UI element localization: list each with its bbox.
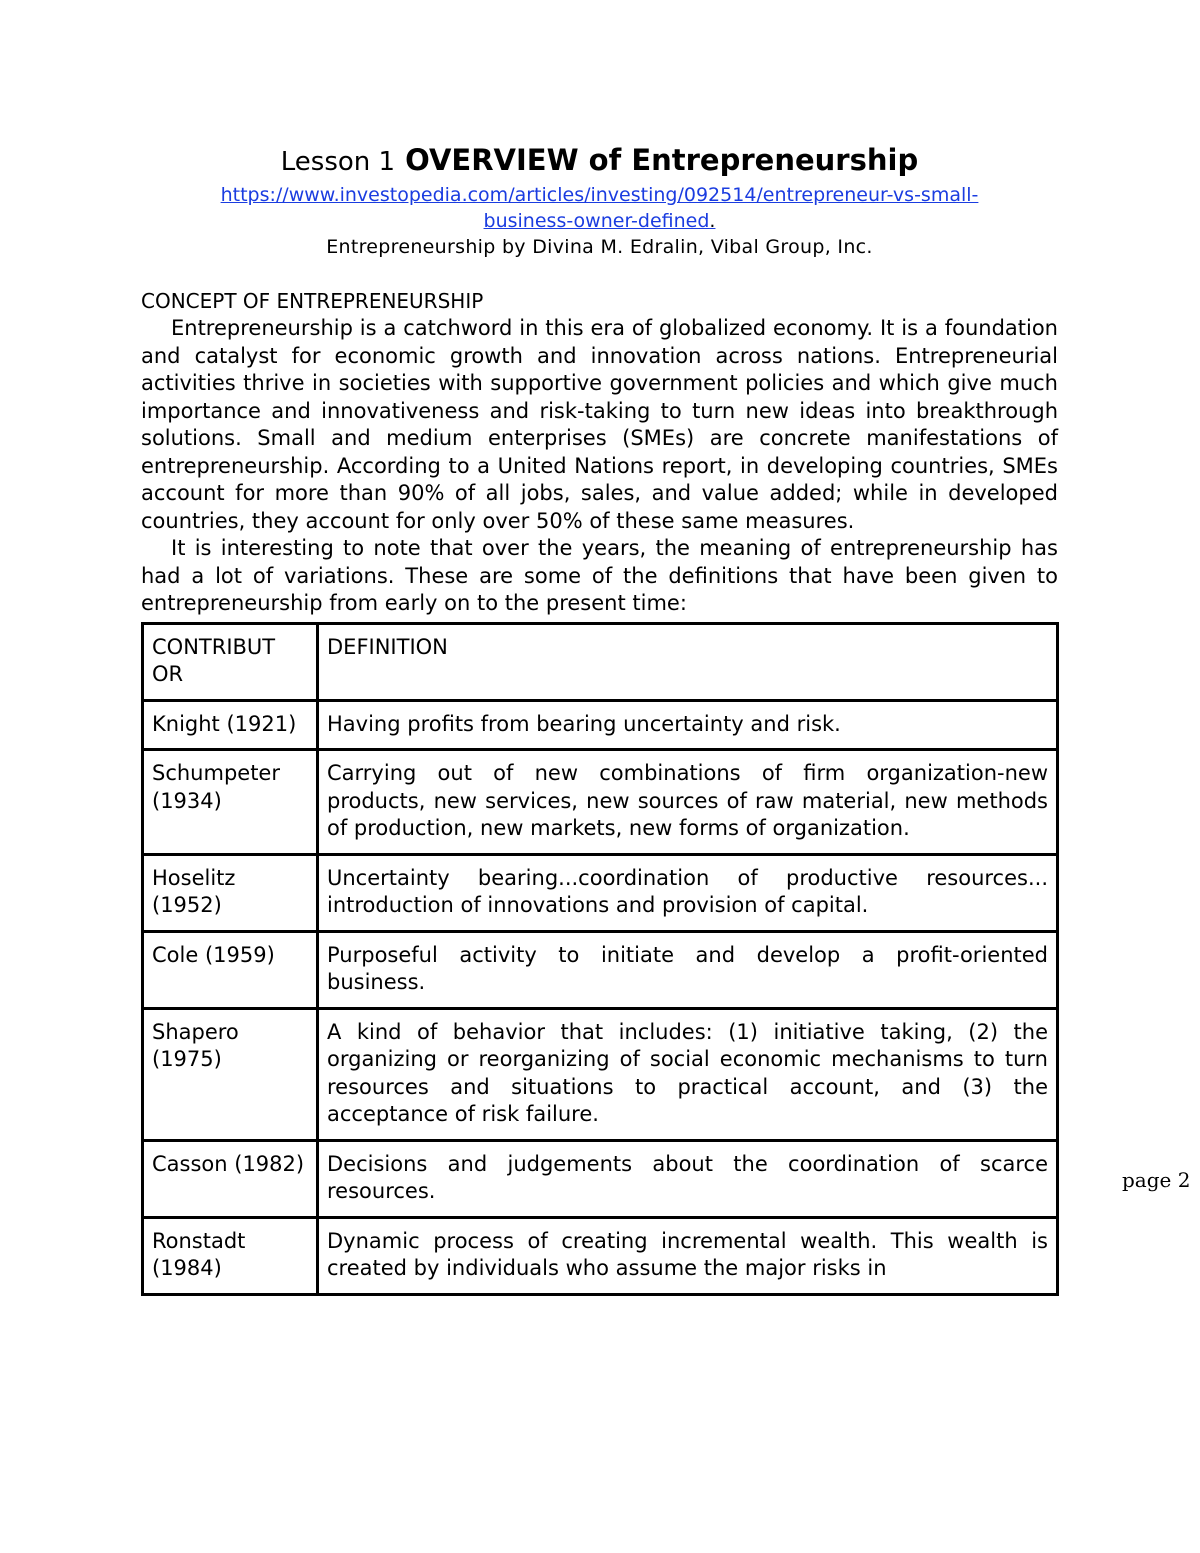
table-row	[143, 1217, 1058, 1294]
reference-link[interactable]	[141, 182, 1058, 234]
reference-link-line1[interactable]: https://www.investopedia.com/articles/investing/092514/entrepreneur-vs-small-	[220, 184, 979, 206]
definition-cell: Dynamic process of creating incremental wealth. This wealth is created by individuals who assume the major risks in	[318, 1217, 1058, 1294]
paragraph-1: Entrepreneurship is a catchword in this era of globalized economy. It is a foundation and catalyst for economic growth and innovation across nations. Entrepreneurial activities thrive in societies with supportive government policies and which give much importance and innovativeness and risk-taking to turn new ideas into breakthrough solutions. Small and medium enterprises (SMEs) are concrete manifestations of entrepreneurship. According to a United Nations report, in developing countries, SMEs account for more than 90% of all jobs, sales, and value added; while in developed countries, they account for only over 50% of these same measures.	[141, 316, 1058, 533]
contributor-cell: Ronstadt (1984)	[143, 1217, 318, 1294]
definition-cell: Having profits from bearing uncertainty and risk.	[318, 700, 1058, 750]
reference-link-period: .	[709, 210, 716, 232]
contributor-cell: Shapero (1975)	[143, 1008, 318, 1140]
lesson-label: Lesson 1	[280, 147, 396, 177]
contributor-cell: Hoselitz (1952)	[143, 854, 318, 931]
definition-cell: A kind of behavior that includes: (1) initiative taking, (2) the organizing or reorganizing of social economic mechanisms to turn resources and situations to practical account, and (3) the acceptance of risk failure.	[318, 1008, 1058, 1140]
reference-link-line2[interactable]: business-owner-defined	[483, 210, 710, 232]
lesson-title	[141, 140, 1058, 182]
source-citation: Entrepreneurship by Divina M. Edralin, Vibal Group, Inc.	[326, 236, 873, 258]
lesson-main-title: OVERVIEW of Entrepreneurship	[405, 143, 919, 177]
contributor-cell: Casson (1982)	[143, 1140, 318, 1217]
definitions-table	[141, 622, 1059, 1296]
table-header-row	[143, 623, 1058, 700]
document-page	[141, 140, 1058, 1296]
definition-cell: Purposeful activity to initiate and develop a profit-oriented business.	[318, 931, 1058, 1008]
definition-cell: Carrying out of new combinations of firm organization-new products, new services, new sources of raw material, new methods of production, new markets, new forms of organization.	[318, 750, 1058, 855]
definition-cell: Uncertainty bearing...coordination of productive resources... introduction of innovations and provision of capital.	[318, 854, 1058, 931]
table-row	[143, 700, 1058, 750]
table-row	[143, 1008, 1058, 1140]
definition-cell: Decisions and judgements about the coordination of scarce resources.	[318, 1140, 1058, 1217]
paragraph-2: It is interesting to note that over the years, the meaning of entrepreneurship has had a lot of variations. These are some of the definitions that have been given to entrepreneurship from early on to the present time:	[141, 536, 1058, 615]
contributor-cell: Cole (1959)	[143, 931, 318, 1008]
header-contributor: CONTRIBUT OR	[143, 623, 318, 700]
contributor-cell: Knight (1921)	[143, 700, 318, 750]
table-row	[143, 931, 1058, 1008]
table-row	[143, 1140, 1058, 1217]
table-row	[143, 854, 1058, 931]
page-number: page 2	[1122, 1168, 1191, 1192]
header-definition: DEFINITION	[318, 623, 1058, 700]
contributor-cell: Schumpeter (1934)	[143, 750, 318, 855]
section-heading: CONCEPT OF ENTREPRENEURSHIP	[141, 289, 484, 313]
table-row	[143, 750, 1058, 855]
